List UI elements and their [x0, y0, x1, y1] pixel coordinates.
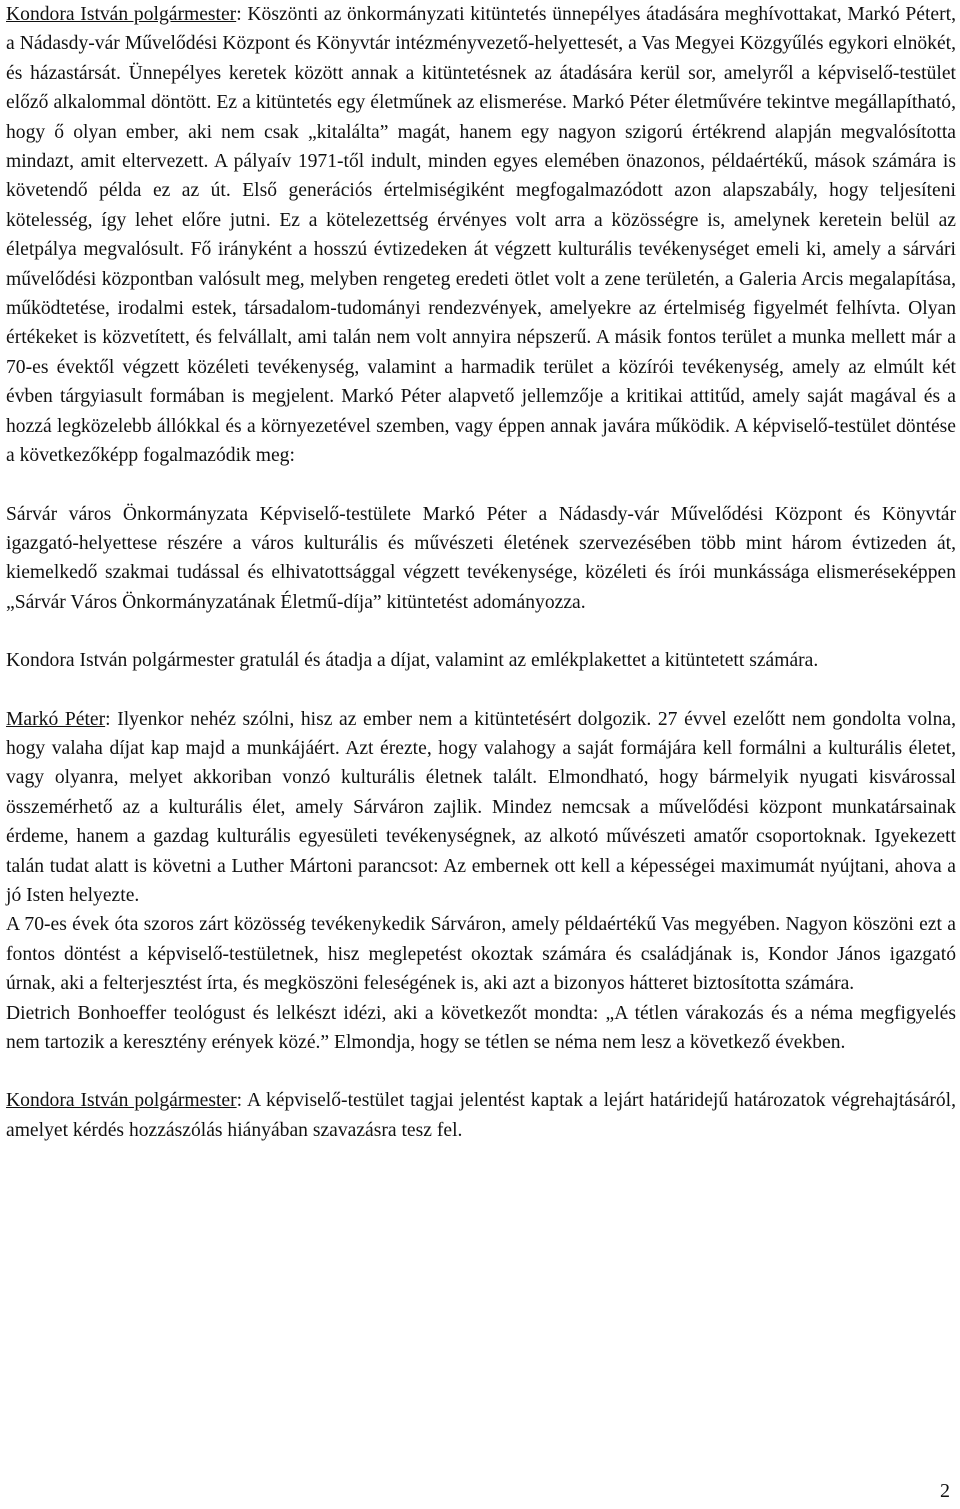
paragraph-gap — [6, 676, 956, 705]
speaker-colon: : — [105, 708, 111, 730]
paragraph-marko-thanks: A 70-es évek óta szoros zárt közösség tevékenykedik Sárváron, amely példaértékű Vas megyében. Nagyon köszöni ezt a fontos döntést a képviselő-testületnek, hisz meglepetést okoztak számára és családjának is, Kondor János igazgató úrnak, aki a felterjesztést írta, és megköszöni feleségének is, aki azt a bizonyos hátteret biztosította számára. — [6, 914, 956, 995]
paragraph-gap — [6, 617, 956, 646]
paragraph-text: Köszönti az önkormányzati kitüntetés ünnepélyes átadására meghívottakat, Markó Pétert, a Nádasdy-vár Művelődési Központ és Könyvtár intézményvezető-helyettesét, a Vas Megyei Közgyűlés egykori elnökét, és házastársát. Ünnepélyes keretek között annak a kitüntetésnek az átadására kerül sor, amelyről a képviselő-testület előző alkalommal döntött. Ez a kitüntetés egy életműnek az elismerése. Markó Péter életművére tekintve megállapítható, hogy ő olyan ember, aki nem csak „kitalálta” magát, hanem egy nagyon szigorú értékrend alapján megvalósította mindazt, amit eltervezett. A pályaív 1971-től indult, minden egyes elemében önazonos, példaértékű, mások számára is követendő példa ez az út. Első generációs értelmiségiként megfogalmazódott azon alapszabály, hogy teljesíteni kötelesség, így lehet előre jutni. Ez a kötelezettség érvényes volt arra a közösségre is, amelynek keretein belül az életpálya megvalósult. Fő irányként a hosszú évtizedeken át végzett kulturális tevékenységet emeli ki, amely a sárvári művelődési központban valósult meg, melyben rengeteg eredeti ötlet volt a zene területén, a Galeria Arcis megalapítása, működtetése, irodalmi estek, társadalom-tudományi rendezvények, amelyekre az értelmiség figyelmét felhívta. Olyan értékeket is közvetített, és felvállalt, ami talán nem volt annyira népszerű. A másik fontos terület a munka mellett már a 70-es évektől végzett közéleti tevékenység, valamint a harmadik terület a közírói tevékenység, amely az elmúlt két évben tárgyiasult formában is megjelent. Markó Péter alapvető jellemzője a kritikai attitűd, amely saját magával és a hozzá legközelebb állókkal és a környezetével szemben, vagy éppen annak javára működik. A képviselő-testület döntése a következőképp fogalmazódik meg: — [6, 4, 956, 467]
paragraph-bonhoeffer-quote: Dietrich Bonhoeffer teológust és lelkészt idézi, aki a következőt mondta: „A tétlen várakozás és a néma megfigyelés nem tartozik a keresztény erények közé.” Elmondja, hogy se tétlen se néma nem lesz a következő években. — [6, 1002, 956, 1053]
speaker-name: Markó Péter — [6, 708, 106, 730]
page-number: 2 — [940, 1480, 950, 1502]
paragraph-gap — [6, 1057, 956, 1086]
paragraph-mayor-report — [6, 1086, 956, 1145]
document-page — [6, 0, 956, 1145]
paragraph-award-handover: Kondora István polgármester gratulál és átadja a díjat, valamint az emlékplakettet a kitüntetett számára. — [6, 650, 819, 672]
paragraph-marko-speech — [6, 705, 956, 911]
speaker-name: Kondora István polgármester — [6, 4, 237, 25]
paragraph-text: A képviselő-testület tagjai jelentést kaptak a lejárt határidejű határozatok végrehajtásáról, amelyet kérdés hozzászólás hiányában szavazásra tesz fel. — [6, 1090, 956, 1141]
speaker-colon: : — [236, 1090, 243, 1112]
speaker-name: Kondora István polgármester — [6, 1090, 237, 1112]
paragraph-resolution: Sárvár város Önkormányzata Képviselő-testülete Markó Péter a Nádasdy-vár Művelődési Központ és Könyvtár igazgató-helyettese részére a város kulturális és művészeti életének szervezésében több mint három évtizeden át, kiemelkedő szakmai tudással és elhivatottsággal végzett tevékenysége, közéleti és írói munkássága elismeréseképpen „Sárvár Város Önkormányzatának Életmű-díja” kitüntetést adományozza. — [6, 503, 956, 613]
paragraph-mayor-opening — [6, 0, 956, 471]
paragraph-text: Ilyenkor nehéz szólni, hisz az ember nem a kitüntetésért dolgozik. 27 évvel ezelőtt nem gondolta volna, hogy valaha díjat kap majd a munkájáért. Azt érezte, hogy valahogy a saját formájára kell formálni a kulturális életet, vagy olyanra, melyet akkoriban vonzó kulturális életnek talált. Elmondható, hogy bármelyik nyugati kisvárossal összemérhető az a kulturális élet, amely Sárváron zajlik. Mindez nemcsak a művelődési központ munkatársainak érdeme, hanem a gazdag kulturális egyesületi tevékenységnek, az alkotó művészeti amatőr csoportoknak. Igyekezett talán tudat alatt is követni a Luther Mártoni parancsot: Az embernek ott kell a képességei maximumát nyújtani, ahova a jó Isten helyezte. — [6, 708, 956, 906]
speaker-colon: : — [236, 4, 242, 25]
paragraph-gap — [6, 471, 956, 500]
